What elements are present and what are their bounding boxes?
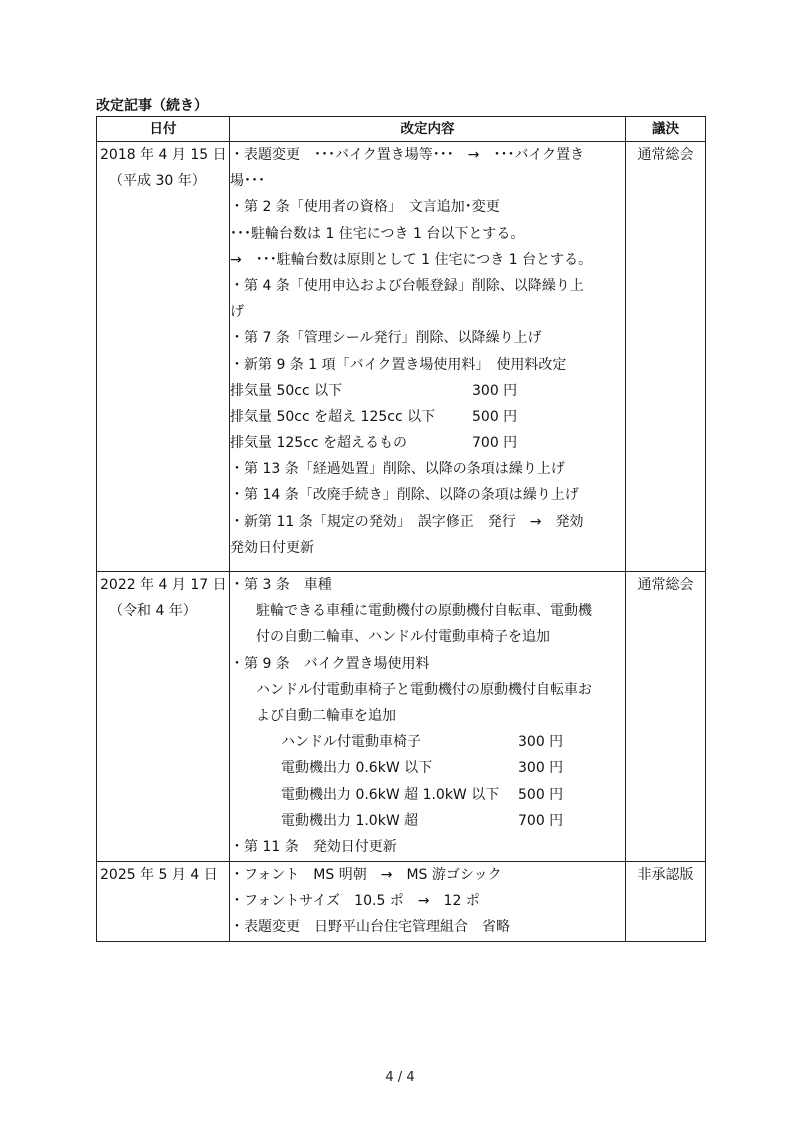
content-line: → ･･･駐輪台数は原則として 1 住宅につき 1 台とする。 xyxy=(230,251,593,268)
fee-label: 電動機出力 1.0kW 超 xyxy=(281,812,419,829)
fee-amount: 300 円 xyxy=(518,734,564,751)
revision-date: 2022 年 4 月 17 日 xyxy=(100,577,227,593)
row-vote-cell xyxy=(626,572,706,862)
row-content-cell xyxy=(230,862,626,942)
fee-amount: 300 円 xyxy=(518,760,564,777)
revision-date: 2018 年 4 月 15 日 xyxy=(100,147,227,163)
revision-date: 2025 年 5 月 4 日 xyxy=(100,867,218,883)
content-line: 付の自動二輪車、ハンドル付電動車椅子を追加 xyxy=(256,629,550,646)
fee-amount: 700 円 xyxy=(472,435,518,452)
content-line: ・第 14 条「改廃手続き」削除、以降の条項は繰り上げ xyxy=(230,487,579,504)
revision-history-table xyxy=(96,116,706,942)
content-line: ・フォントサイズ 10.5 ポ → 12 ポ xyxy=(230,893,480,910)
content-line: ・第 7 条「管理シール発行」削除、以降繰り上げ xyxy=(230,330,542,347)
header-vote: 議決 xyxy=(626,117,706,142)
content-line: ・新第 9 条 1 項「バイク置き場使用料」 使用料改定 xyxy=(230,356,567,373)
table-row xyxy=(97,142,706,572)
header-date: 日付 xyxy=(97,117,230,142)
row-vote-cell xyxy=(626,142,706,572)
vote-type: 通常総会 xyxy=(637,147,694,163)
content-line: ・新第 11 条「規定の発効」 誤字修正 発行 → 発効 xyxy=(230,513,584,530)
fee-row xyxy=(230,755,625,781)
content-line: ・第 13 条「経過処置」削除、以降の条項は繰り上げ xyxy=(230,461,565,478)
fee-label: 電動機出力 0.6kW 以下 xyxy=(281,760,433,777)
fee-label: 排気量 125cc を超えるもの xyxy=(230,435,408,452)
vote-type: 非承認版 xyxy=(637,867,694,883)
content-line: ･･･駐輪台数は 1 住宅につき 1 台以下とする。 xyxy=(230,225,525,242)
fee-label: 電動機出力 0.6kW 超 1.0kW 以下 xyxy=(281,786,500,803)
row-content-cell xyxy=(230,142,626,572)
content-line: ・フォント MS 明朝 → MS 游ゴシック xyxy=(230,867,502,883)
table-caption: 改定記事（続き） xyxy=(96,98,208,114)
table-row xyxy=(97,862,706,942)
content-item: ・第 9 条 バイク置き場使用料 xyxy=(230,655,430,672)
fee-label: ハンドル付電動車椅子 xyxy=(281,734,421,751)
content-line: ・第 2 条「使用者の資格」 文言追加･変更 xyxy=(230,199,500,216)
content-item: ・第 11 条 発効日付更新 xyxy=(230,838,397,855)
revision-era: （令和 4 年） xyxy=(109,603,197,620)
fee-amount: 300 円 xyxy=(472,382,518,399)
content-line: 場･･･ xyxy=(230,173,265,190)
vote-type: 通常総会 xyxy=(637,577,694,593)
table-row xyxy=(97,572,706,862)
row-vote-cell xyxy=(626,862,706,942)
table-header-row xyxy=(97,117,706,142)
row-date-cell xyxy=(97,142,230,572)
fee-amount: 500 円 xyxy=(518,786,564,803)
fee-row xyxy=(230,430,625,456)
content-item: ・第 3 条 車種 xyxy=(230,577,332,593)
content-line: ・第 4 条「使用申込および台帳登録」削除、以降繰り上 xyxy=(230,277,584,294)
page-number: 4 / 4 xyxy=(385,1070,415,1085)
content-line: よび自動二輪車を追加 xyxy=(256,707,396,724)
fee-label: 排気量 50cc 以下 xyxy=(230,382,343,399)
fee-row xyxy=(230,782,625,808)
revision-era: （平成 30 年） xyxy=(109,173,206,190)
content-line: 発効日付更新 xyxy=(230,539,314,556)
fee-row xyxy=(230,404,625,430)
fee-row xyxy=(230,808,625,834)
content-line: ・表題変更 ･･･バイク置き場等･･･ → ･･･バイク置き xyxy=(230,147,585,163)
fee-row xyxy=(230,378,625,404)
fee-amount: 500 円 xyxy=(472,408,518,425)
fee-row xyxy=(230,729,625,755)
content-line: げ xyxy=(230,304,244,321)
content-line: 駐輪できる車種に電動機付の原動機付自転車、電動機 xyxy=(256,603,592,620)
fee-label: 排気量 50cc を超え 125cc 以下 xyxy=(230,408,436,425)
fee-amount: 700 円 xyxy=(518,812,564,829)
header-content: 改定内容 xyxy=(230,117,626,142)
row-date-cell xyxy=(97,572,230,862)
content-line: ハンドル付電動車椅子と電動機付の原動機付自転車お xyxy=(256,681,592,698)
row-content-cell xyxy=(230,572,626,862)
content-line: ・表題変更 日野平山台住宅管理組合 省略 xyxy=(230,919,510,936)
row-date-cell xyxy=(97,862,230,942)
